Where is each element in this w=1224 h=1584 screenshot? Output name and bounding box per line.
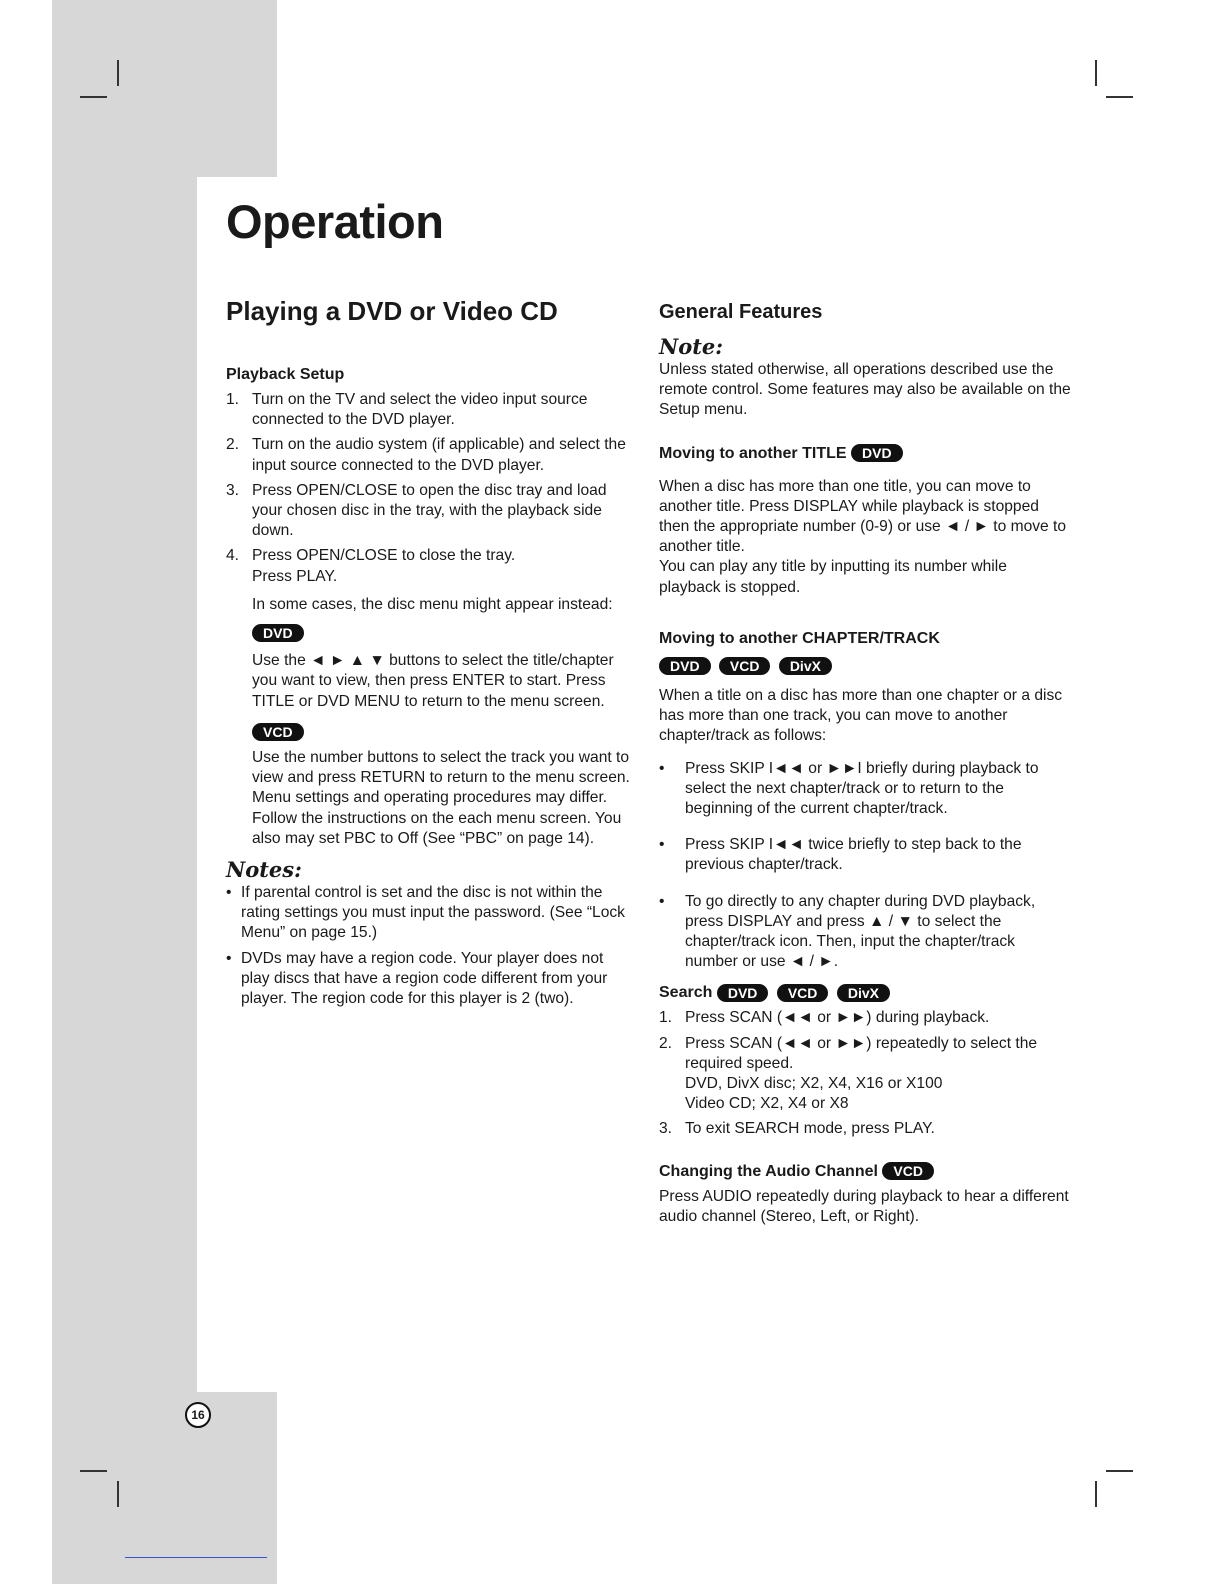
step-item: 3. Press OPEN/CLOSE to open the disc tray and load your chosen disc in the tray, with the playback side down.: [226, 481, 607, 540]
left-column: [226, 294, 636, 1014]
menu-intro-text: In some cases, the disc menu might appear instead:: [252, 595, 613, 613]
page-title: Operation: [226, 195, 444, 248]
crop-mark: [1106, 1470, 1133, 1472]
page-number: 16: [185, 1402, 211, 1428]
playback-steps: [226, 390, 636, 587]
title-para-2: You can play any title by inputting its number while playback is stopped.: [659, 558, 1007, 596]
chapter-section-heading: Moving to another CHAPTER/TRACK: [659, 629, 940, 647]
step-item: 2. Turn on the audio system (if applicable) and select the input source connected to the DVD player.: [226, 436, 626, 474]
crop-mark: [117, 60, 119, 86]
crop-mark: [80, 1470, 107, 1472]
note-item: • If parental control is set and the disc is not within the rating settings you must input the password. (See “Lock Menu” on page 15.): [226, 883, 636, 944]
speed-vcd: Video CD; X2, X4 or X8: [685, 1095, 849, 1113]
search-steps: [659, 1008, 1071, 1139]
step-item: 4. Press OPEN/CLOSE to close the tray. Press PLAY.: [226, 547, 516, 585]
footer-rule: [125, 1557, 267, 1558]
chapter-bullets: [659, 759, 1071, 973]
vcd-badge: VCD: [719, 657, 771, 675]
crop-mark: [80, 96, 107, 98]
step-item: 3. To exit SEARCH mode, press PLAY.: [659, 1120, 935, 1138]
search-section-heading: Search DVD VCD DivX: [659, 982, 1071, 1004]
title-section-heading: Moving to another TITLE DVD: [659, 443, 1071, 465]
speed-dvd: DVD, DivX disc; X2, X4, X16 or X100: [685, 1075, 943, 1093]
section-heading-playing: Playing a DVD or Video CD: [226, 296, 558, 326]
audio-text: Press AUDIO repeatedly during playback to hear a different audio channel (Stereo, Left, or Right).: [659, 1187, 1069, 1225]
step-item: 2. Press SCAN (◄◄ or ►►) repeatedly to select the required speed. DVD, DivX disc; X2, X4, X16 or X100 Video CD; X2, X4 or X8: [659, 1034, 1038, 1113]
notes-list: [226, 883, 636, 1009]
dvd-badge: DVD: [659, 657, 711, 675]
bullet-item: • To go directly to any chapter during DVD playback, press DISPLAY and press ▲ / ▼ to select the chapter/track icon. Then, input the chapter/track number or use ◄ / ►.: [659, 892, 1071, 973]
chapter-intro: When a title on a disc has more than one chapter or a disc has more than one track, you can move to another chapter/track as follows:: [659, 687, 1063, 745]
notes-heading: Notes:: [226, 857, 302, 883]
note-item: • DVDs may have a region code. Your player does not play discs that have a region code different from your player. The region code for this player is 2 (two).: [226, 949, 636, 1010]
section-heading-general-features: General Features: [659, 301, 823, 323]
dvd-menu-text: Use the ◄ ► ▲ ▼ buttons to select the title/chapter you want to view, then press ENTER to start. Press TITLE or DVD MENU to return to the menu screen.: [252, 652, 614, 710]
crop-mark: [1095, 1481, 1097, 1507]
divx-badge: DivX: [837, 984, 890, 1002]
crop-mark: [1095, 60, 1097, 86]
dvd-badge: DVD: [717, 984, 769, 1002]
vcd-menu-text: Use the number buttons to select the track you want to view and press RETURN to return to the menu screen. Menu settings and operating procedures may differ. Follow the instructions on the each menu screen. You also may set PBC to Off (See “PBC” on page 14).: [252, 749, 630, 847]
dvd-badge: DVD: [851, 444, 903, 462]
divx-badge: DivX: [779, 657, 832, 675]
margin-band-bottom: [52, 1392, 277, 1584]
dvd-badge: DVD: [252, 624, 304, 642]
right-column: [659, 294, 1071, 1227]
chapter-badges: [659, 656, 1071, 676]
title-para-1: When a disc has more than one title, you can move to another title. Press DISPLAY while playback is stopped then the appropriate number (0-9) or use ◄ / ► to move to another title.: [659, 477, 1067, 556]
step-item: 1. Turn on the TV and select the video input source connected to the DVD player.: [226, 391, 588, 429]
vcd-badge: VCD: [882, 1162, 934, 1180]
crop-mark: [117, 1481, 119, 1507]
note-heading: Note:: [659, 334, 724, 359]
playback-setup-heading: Playback Setup: [226, 366, 345, 383]
margin-band-top: [52, 0, 277, 177]
step-item: 1. Press SCAN (◄◄ or ►►) during playback.: [659, 1009, 990, 1027]
bullet-item: • Press SKIP I◄◄ twice briefly to step back to the previous chapter/track.: [659, 835, 1071, 875]
audio-section-heading: Changing the Audio Channel VCD: [659, 1161, 1071, 1183]
crop-mark: [1106, 96, 1133, 98]
vcd-badge: VCD: [777, 984, 829, 1002]
bullet-item: • Press SKIP I◄◄ or ►►I briefly during playback to select the next chapter/track or to return to the beginning of the current chapter/track.: [659, 759, 1071, 820]
margin-band-left: [52, 177, 197, 1392]
note-text: Unless stated otherwise, all operations described use the remote control. Some features may also be available on the Setup menu.: [659, 361, 1071, 419]
step-4-play: Press PLAY.: [252, 567, 338, 585]
vcd-badge: VCD: [252, 723, 304, 741]
